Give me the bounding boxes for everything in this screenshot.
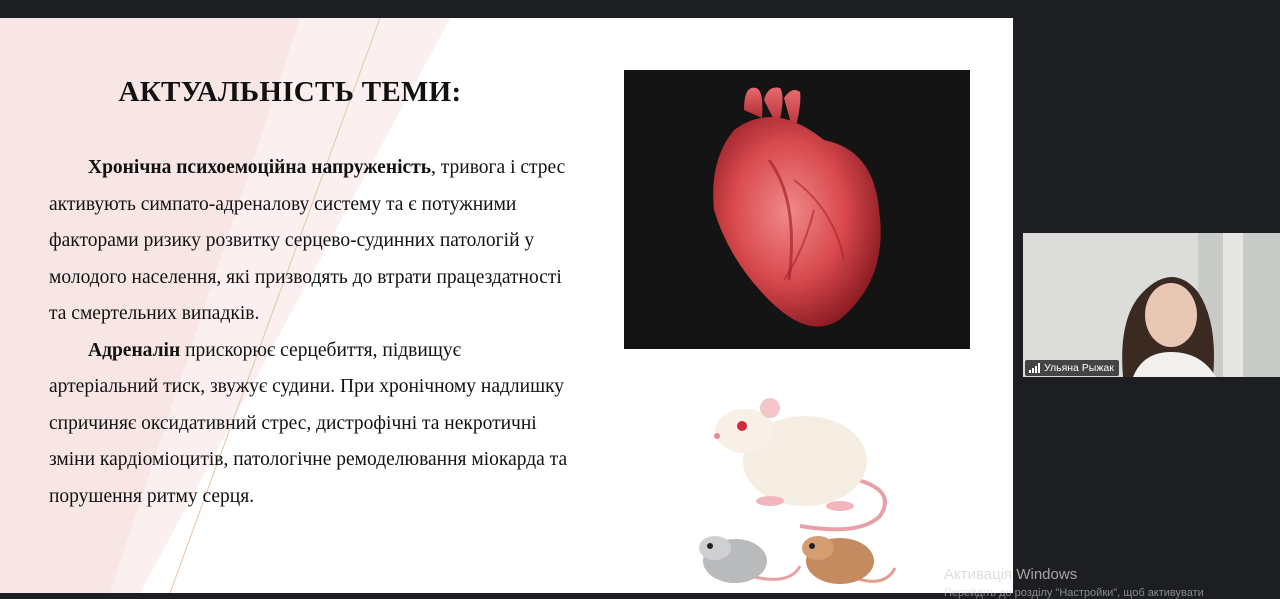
paragraph-adrenaline (49, 333, 569, 516)
participant-name-badge (1025, 360, 1119, 376)
paragraph-stress-bold: Хронічна психоемоційна напруженість (88, 157, 432, 178)
windows-activation-title: Активація Windows (944, 566, 1078, 583)
shared-slide (0, 18, 1013, 593)
paragraph-adrenaline-bold: Адреналін (88, 339, 181, 361)
windows-activation-hint: Перейдіть до розділу "Настройки", щоб активувати (944, 587, 1204, 599)
rat-icon (690, 386, 900, 593)
heart-icon (624, 70, 970, 349)
participant-video-tile[interactable] (1023, 233, 1280, 377)
signal-bars-icon (1029, 363, 1040, 373)
participant-name: Ульяна Рыжак (1044, 362, 1114, 374)
meeting-top-bar (0, 0, 1280, 18)
paragraph-adrenaline-text: прискорює серцебиття, підвищує артеріальний тиск, звужує судини. При хронічному надлишку спричиняє оксидативний стрес, дистрофічні та некротичні зміни кардіоміоцитів, патологічне ремоделювання міокарда та порушення ритму серця. (49, 339, 568, 507)
rats-image (690, 386, 900, 593)
slide-title: АКТУАЛЬНІСТЬ ТЕМИ: (118, 76, 462, 108)
participant-video (1023, 233, 1280, 377)
paragraph-stress-text: , тривога і стрес активують симпато-адреналову систему та є потужними факторами ризику розвитку серцево-судинних патологій у молодого населення, які призводять до втрати працездатності та смертельних випадків. (49, 157, 566, 324)
slide-body-text (49, 150, 569, 515)
heart-image (624, 70, 970, 349)
paragraph-stress (49, 150, 569, 333)
